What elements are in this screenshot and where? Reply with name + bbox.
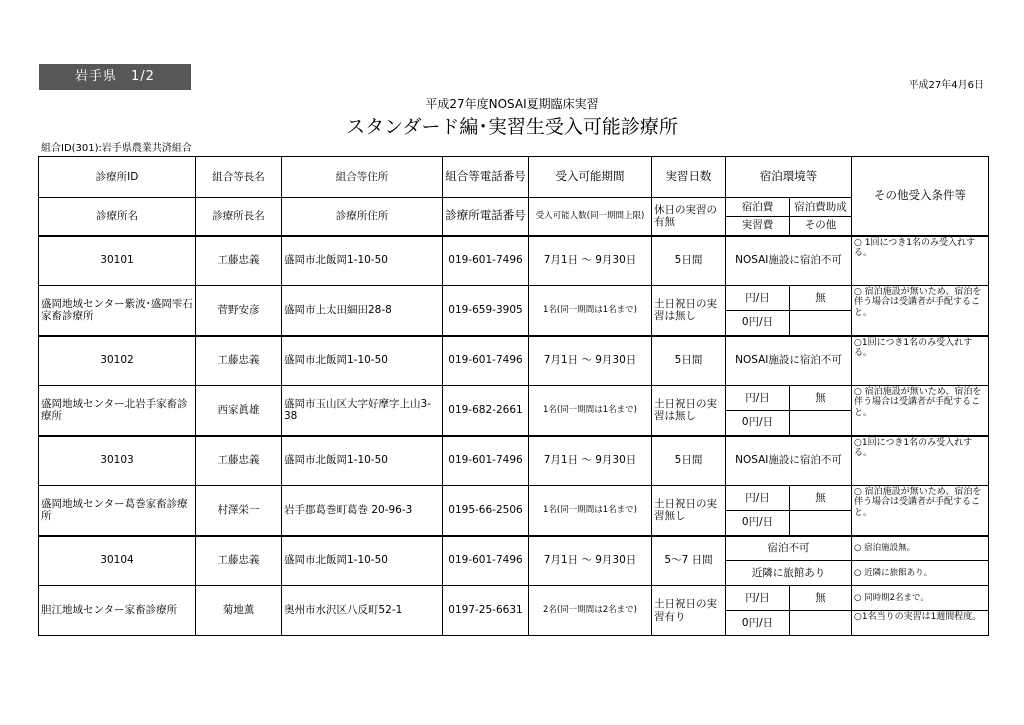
condition-note: ○ 宿泊施設が無いため、宿泊を伴う場合は受講者が手配すること。	[852, 486, 989, 536]
training-fee: 0円/日	[726, 611, 790, 636]
condition-note: ○ 同時期2名まで。	[852, 586, 989, 611]
table-row	[39, 436, 989, 486]
lodging-subsidy: 無	[790, 486, 852, 511]
clinic-phone: 0197-25-6631	[443, 586, 529, 636]
condition-note: ○1回につき1名のみ受入れする。	[852, 436, 989, 486]
prefecture-page-tag: 岩手県 1/2	[39, 64, 191, 90]
header-clinic-name: 診療所名	[39, 198, 196, 236]
header-clinic-phone: 診療所電話番号	[443, 198, 529, 236]
accept-period: 7月1日 ～ 9月30日	[529, 536, 652, 586]
org-address: 盛岡市北飯岡1-10-50	[282, 436, 443, 486]
org-head: 工藤忠義	[196, 436, 282, 486]
clinic-id: 30104	[39, 536, 196, 586]
org-address: 盛岡市北飯岡1-10-50	[282, 536, 443, 586]
other-cost	[790, 611, 852, 636]
clinic-id: 30101	[39, 236, 196, 286]
lodging-fee: 円/日	[726, 586, 790, 611]
training-days: 5日間	[652, 336, 726, 386]
training-fee: 0円/日	[726, 311, 790, 336]
training-fee: 0円/日	[726, 411, 790, 436]
lodging-fee: 円/日	[726, 486, 790, 511]
lodging-env: 近隣に旅館あり	[726, 561, 852, 586]
training-days: 5日間	[652, 436, 726, 486]
page-title: スタンダード編･実習生受入可能診療所	[346, 116, 678, 138]
lodging-subsidy: 無	[790, 586, 852, 611]
clinic-phone: 0195-66-2506	[443, 486, 529, 536]
header-other-conditions: その他受入条件等	[852, 157, 989, 236]
condition-note: ○ 宿泊施設無。	[852, 536, 989, 561]
training-days: 5～7 日間	[652, 536, 726, 586]
org-phone: 019-601-7496	[443, 436, 529, 486]
condition-note: ○ 宿泊施設が無いため、宿泊を伴う場合は受講者が手配すること。	[852, 386, 989, 436]
accept-count: 1名(同一期間は1名まで)	[529, 386, 652, 436]
lodging-env: NOSAI施設に宿泊不可	[726, 436, 852, 486]
holiday-training: 土日祝日の実習無し	[652, 486, 726, 536]
clinic-address: 盛岡市玉山区大字好摩字上山3-38	[282, 386, 443, 436]
clinic-name: 盛岡地域センター葛巻家畜診療所	[39, 486, 196, 536]
org-phone: 019-601-7496	[443, 236, 529, 286]
header-accept-count: 受入可能人数(同一期間上限)	[529, 198, 652, 236]
org-label: 組合ID(301):岩手県農業共済組合	[41, 143, 192, 154]
issue-date: 平成27年4月6日	[908, 80, 984, 91]
org-address: 盛岡市北飯岡1-10-50	[282, 336, 443, 386]
condition-note: ○1名当りの実習は1週間程度。	[852, 611, 989, 636]
condition-note: ○ 1回につき1名のみ受入れする。	[852, 236, 989, 286]
org-phone: 019-601-7496	[443, 336, 529, 386]
clinic-head: 菊地薫	[196, 586, 282, 636]
condition-note: ○ 宿泊施設が無いため、宿泊を伴う場合は受講者が手配すること。	[852, 286, 989, 336]
header-row-2	[39, 198, 989, 217]
table-row	[39, 386, 989, 411]
clinic-phone: 019-682-2661	[443, 386, 529, 436]
clinic-phone: 019-659-3905	[443, 286, 529, 336]
clinic-id: 30102	[39, 336, 196, 386]
clinic-id: 30103	[39, 436, 196, 486]
accept-period: 7月1日 ～ 9月30日	[529, 336, 652, 386]
title-line1: 平成27年度NOSAI夏期臨床実習	[425, 97, 599, 111]
clinic-address: 奥州市水沢区八反町52-1	[282, 586, 443, 636]
table-row	[39, 536, 989, 561]
clinic-address: 盛岡市上太田細田28-8	[282, 286, 443, 336]
org-phone: 019-601-7496	[443, 536, 529, 586]
holiday-training: 土日祝日の実習は無し	[652, 286, 726, 336]
lodging-env: NOSAI施設に宿泊不可	[726, 236, 852, 286]
accept-count: 2名(同一期間は2名まで)	[529, 586, 652, 636]
lodging-fee: 円/日	[726, 386, 790, 411]
org-head: 工藤忠義	[196, 236, 282, 286]
header-accept-period: 受入可能期間	[529, 157, 652, 198]
header-clinic-id: 診療所ID	[39, 157, 196, 198]
table-row	[39, 336, 989, 386]
other-cost	[790, 311, 852, 336]
clinic-head: 菅野安彦	[196, 286, 282, 336]
accept-period: 7月1日 ～ 9月30日	[529, 436, 652, 486]
table-row	[39, 486, 989, 511]
header-training-days: 実習日数	[652, 157, 726, 198]
org-address: 盛岡市北飯岡1-10-50	[282, 236, 443, 286]
other-cost	[790, 511, 852, 536]
lodging-fee: 円/日	[726, 286, 790, 311]
header-org-head: 組合等長名	[196, 157, 282, 198]
table-row	[39, 586, 989, 611]
training-days: 5日間	[652, 236, 726, 286]
header-holiday-training: 休日の実習の有無	[652, 198, 726, 236]
header-clinic-head: 診療所長名	[196, 198, 282, 236]
accept-count: 1名(同一期間は1名まで)	[529, 286, 652, 336]
header-clinic-address: 診療所住所	[282, 198, 443, 236]
other-cost	[790, 411, 852, 436]
clinic-head: 西家眞雄	[196, 386, 282, 436]
lodging-env: 宿泊不可	[726, 536, 852, 561]
header-lodging: 宿泊環境等	[726, 157, 852, 198]
header-org-address: 組合等住所	[282, 157, 443, 198]
holiday-training: 土日祝日の実習有り	[652, 586, 726, 636]
table-row	[39, 236, 989, 286]
org-head: 工藤忠義	[196, 536, 282, 586]
header-row-1	[39, 157, 989, 198]
holiday-training: 土日祝日の実習は無し	[652, 386, 726, 436]
clinic-address: 岩手郡葛巻町葛巻 20-96-3	[282, 486, 443, 536]
accept-period: 7月1日 ～ 9月30日	[529, 236, 652, 286]
header-training-fee: 実習費	[726, 217, 790, 236]
lodging-subsidy: 無	[790, 286, 852, 311]
clinic-head: 村澤栄一	[196, 486, 282, 536]
lodging-env: NOSAI施設に宿泊不可	[726, 336, 852, 386]
header-org-phone: 組合等電話番号	[443, 157, 529, 198]
header-lodging-fee: 宿泊費	[726, 198, 790, 217]
training-fee: 0円/日	[726, 511, 790, 536]
clinic-table	[38, 156, 989, 636]
clinic-name: 盛岡地域センター北岩手家畜診療所	[39, 386, 196, 436]
accept-count: 1名(同一期間は1名まで)	[529, 486, 652, 536]
table-row	[39, 286, 989, 311]
clinic-name: 胆江地域センター家畜診療所	[39, 586, 196, 636]
condition-note: ○1回につき1名のみ受入れする。	[852, 336, 989, 386]
lodging-subsidy: 無	[790, 386, 852, 411]
condition-note: ○ 近隣に旅館あり。	[852, 561, 989, 586]
header-other: その他	[790, 217, 852, 236]
clinic-name: 盛岡地域センター紫波･盛岡雫石家畜診療所	[39, 286, 196, 336]
header-lodging-subsidy: 宿泊費助成	[790, 198, 852, 217]
org-head: 工藤忠義	[196, 336, 282, 386]
